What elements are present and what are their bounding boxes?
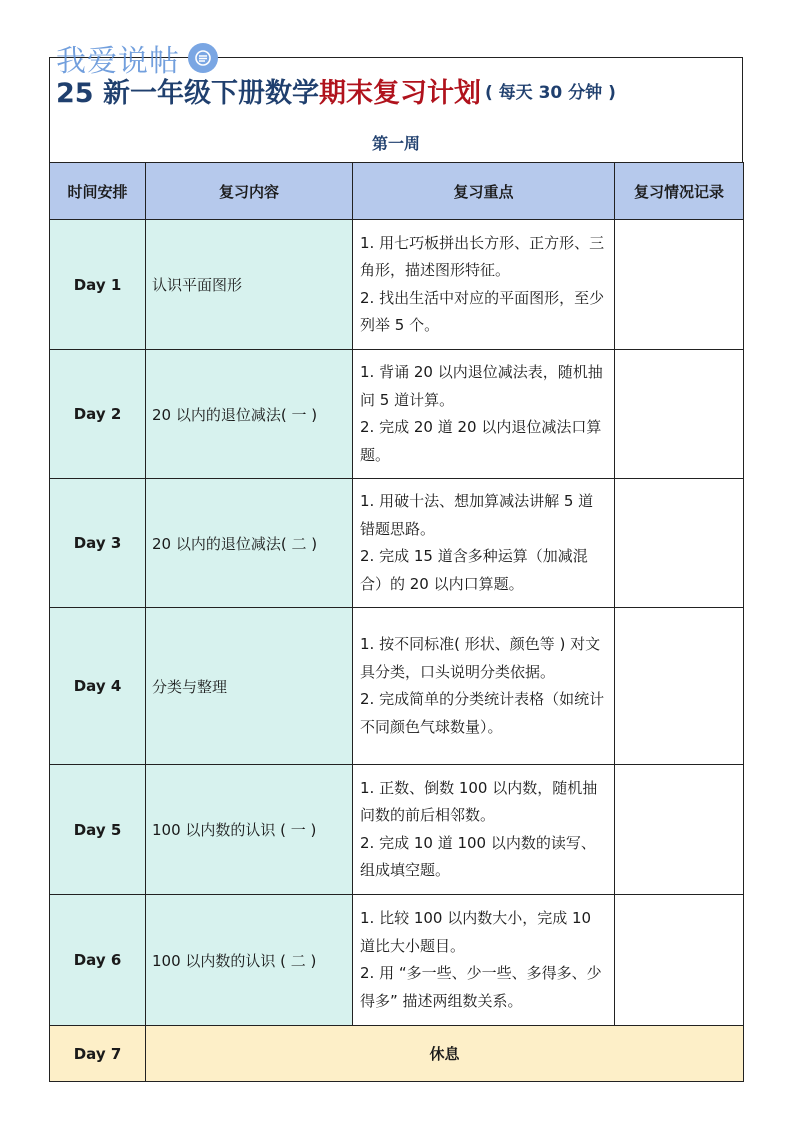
- table-row: [50, 895, 744, 1026]
- plan-table: [49, 162, 744, 1082]
- day-cell: Day 5: [50, 765, 146, 895]
- rest-row: [50, 1026, 744, 1082]
- table-row: [50, 350, 744, 479]
- table-row: [50, 479, 744, 608]
- watermark-text: 我爱说帖: [56, 44, 180, 79]
- key-point: 2. 完成 20 道 20 以内退位减法口算题。: [360, 418, 602, 464]
- watermark: [56, 38, 218, 78]
- content-cell: 分类与整理: [146, 608, 353, 765]
- record-cell[interactable]: [615, 220, 744, 350]
- record-cell[interactable]: [615, 479, 744, 608]
- header-key-points: 复习重点: [353, 163, 615, 220]
- title-main: 25 新一年级下册数学: [56, 77, 319, 109]
- content-cell: 20 以内的退位减法( 一 ): [146, 350, 353, 479]
- key-point: 1. 正数、倒数 100 以内数，随机抽问数的前后相邻数。: [360, 778, 598, 824]
- title-note: ( 每天 30 分钟 ): [484, 82, 616, 103]
- table-header-row: [50, 163, 744, 220]
- record-cell[interactable]: [615, 608, 744, 765]
- key-point: 2. 用 “多一些、少一些、多得多、少得多” 描述两组数关系。: [360, 964, 602, 1010]
- week-label: 第一周: [371, 133, 420, 153]
- header-time: 时间安排: [50, 163, 146, 220]
- content-cell: 认识平面图形: [146, 220, 353, 350]
- rest-label: 休息: [146, 1026, 744, 1082]
- key-points-cell: [353, 608, 615, 765]
- table-row: [50, 608, 744, 765]
- table-row: [50, 220, 744, 350]
- key-points-cell: [353, 765, 615, 895]
- key-point: 1. 比较 100 以内数大小，完成 10 道比大小题目。: [360, 909, 592, 955]
- key-point: 2. 完成简单的分类统计表格（如统计不同颜色气球数量）。: [360, 690, 605, 736]
- record-cell[interactable]: [615, 895, 744, 1026]
- header-content: 复习内容: [146, 163, 353, 220]
- key-point: 1. 用七巧板拼出长方形、正方形、三角形，描述图形特征。: [360, 233, 605, 279]
- key-point: 2. 找出生活中对应的平面图形，至少列举 5 个。: [360, 288, 605, 334]
- watermark-logo-icon: [188, 43, 218, 73]
- rest-day-cell: Day 7: [50, 1026, 146, 1082]
- key-points-cell: [353, 220, 615, 350]
- day-cell: Day 2: [50, 350, 146, 479]
- key-points-cell: [353, 350, 615, 479]
- content-cell: 20 以内的退位减法( 二 ): [146, 479, 353, 608]
- content-cell: 100 以内数的认识 ( 二 ): [146, 895, 353, 1026]
- record-cell[interactable]: [615, 765, 744, 895]
- key-points-cell: [353, 895, 615, 1026]
- key-point: 2. 完成 10 道 100 以内数的读写、组成填空题。: [360, 833, 596, 879]
- record-cell[interactable]: [615, 350, 744, 479]
- content-cell: 100 以内数的认识 ( 一 ): [146, 765, 353, 895]
- title-highlight: 期末复习计划: [318, 77, 481, 109]
- key-point: 2. 完成 15 道含多种运算（加减混合）的 20 以内口算题。: [360, 547, 588, 593]
- header-record: 复习情况记录: [615, 163, 744, 220]
- day-cell: Day 6: [50, 895, 146, 1026]
- day-cell: Day 3: [50, 479, 146, 608]
- key-point: 1. 用破十法、想加算减法讲解 5 道错题思路。: [360, 492, 594, 538]
- key-point: 1. 背诵 20 以内退位减法表，随机抽问 5 道计算。: [360, 363, 603, 409]
- table-row: [50, 765, 744, 895]
- review-plan-sheet: [49, 57, 743, 1081]
- key-points-cell: [353, 479, 615, 608]
- key-point: 1. 按不同标准( 形状、颜色等 ) 对文具分类，口头说明分类依据。: [360, 635, 601, 681]
- day-cell: Day 4: [50, 608, 146, 765]
- day-cell: Day 1: [50, 220, 146, 350]
